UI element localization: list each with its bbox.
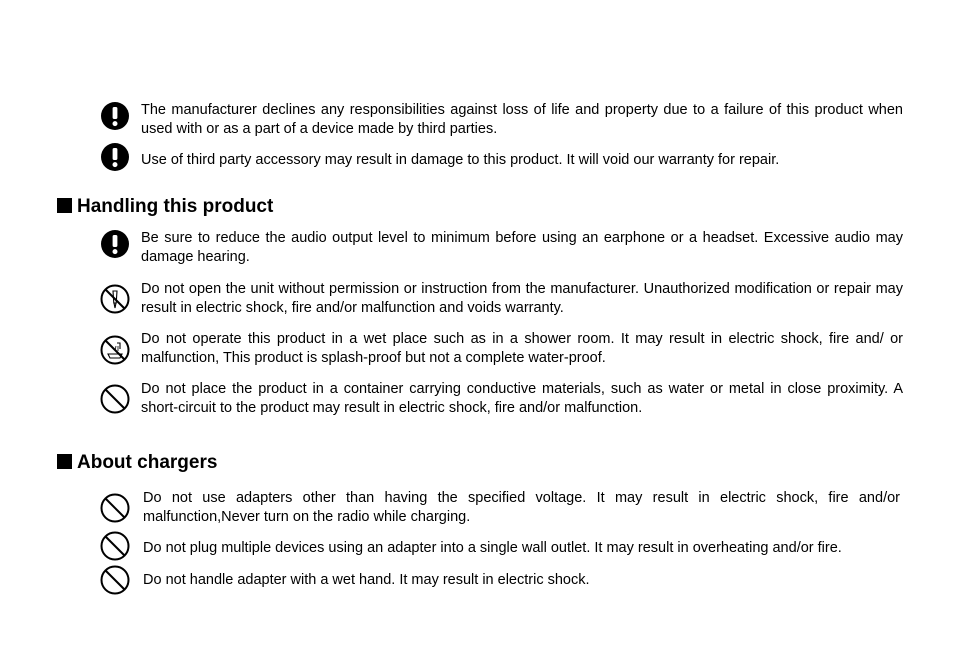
warning-item — [100, 142, 903, 172]
square-bullet-icon — [57, 198, 72, 213]
exclamation-icon — [100, 101, 130, 131]
no-wet-place-icon — [100, 335, 130, 365]
warning-item — [100, 229, 903, 269]
warning-item — [100, 101, 903, 141]
warning-text: Do not plug multiple devices using an adapter into a single wall outlet. It may result in overheating and/or fire. — [143, 540, 842, 556]
section-title: About chargers — [77, 452, 218, 473]
warning-text: Do not use adapters other than having the specified voltage. It may result in electric shock, fire and/or malfunction,Never turn on the radio while charging. — [143, 490, 900, 525]
warning-item — [100, 531, 900, 561]
warning-text: Do not operate this product in a wet place such as in a shower room. It may result in electric shock, fire and/ or malfunction, This product is splash-proof but not a complete water-proof. — [141, 331, 903, 366]
warning-item — [100, 565, 900, 595]
warning-item — [100, 380, 903, 420]
section-title: Handling this product — [77, 196, 274, 217]
section-heading-chargers — [57, 452, 217, 474]
warning-item — [100, 330, 903, 370]
section-heading-handling — [57, 196, 273, 218]
square-bullet-icon — [57, 454, 72, 469]
prohibited-icon — [100, 531, 130, 561]
exclamation-icon — [100, 142, 130, 172]
prohibited-icon — [100, 565, 130, 595]
warning-text: The manufacturer declines any responsibilities against loss of life and property due to a failure of this product when used with or as a part of a device made by third parties. — [141, 102, 903, 137]
warning-text: Use of third party accessory may result in damage to this product. It will void our warranty for repair. — [141, 152, 780, 168]
warning-text: Do not place the product in a container carrying conductive materials, such as water or metal in close proximity. A short-circuit to the product may result in electric shock, fire and/or malfunction. — [141, 381, 903, 416]
exclamation-icon — [100, 229, 130, 259]
no-disassembly-icon — [100, 284, 130, 314]
prohibited-icon — [100, 493, 130, 523]
warning-item — [100, 280, 903, 320]
prohibited-icon — [100, 384, 130, 414]
warning-text: Do not handle adapter with a wet hand. It may result in electric shock. — [143, 572, 590, 588]
warning-text: Be sure to reduce the audio output level to minimum before using an earphone or a headset. Excessive audio may damage hearing. — [141, 230, 903, 265]
warning-item — [100, 489, 900, 529]
warning-text: Do not open the unit without permission or instruction from the manufacturer. Unauthorized modification or repair may result in electric shock, fire and/or malfunction and voids warranty. — [141, 281, 903, 316]
